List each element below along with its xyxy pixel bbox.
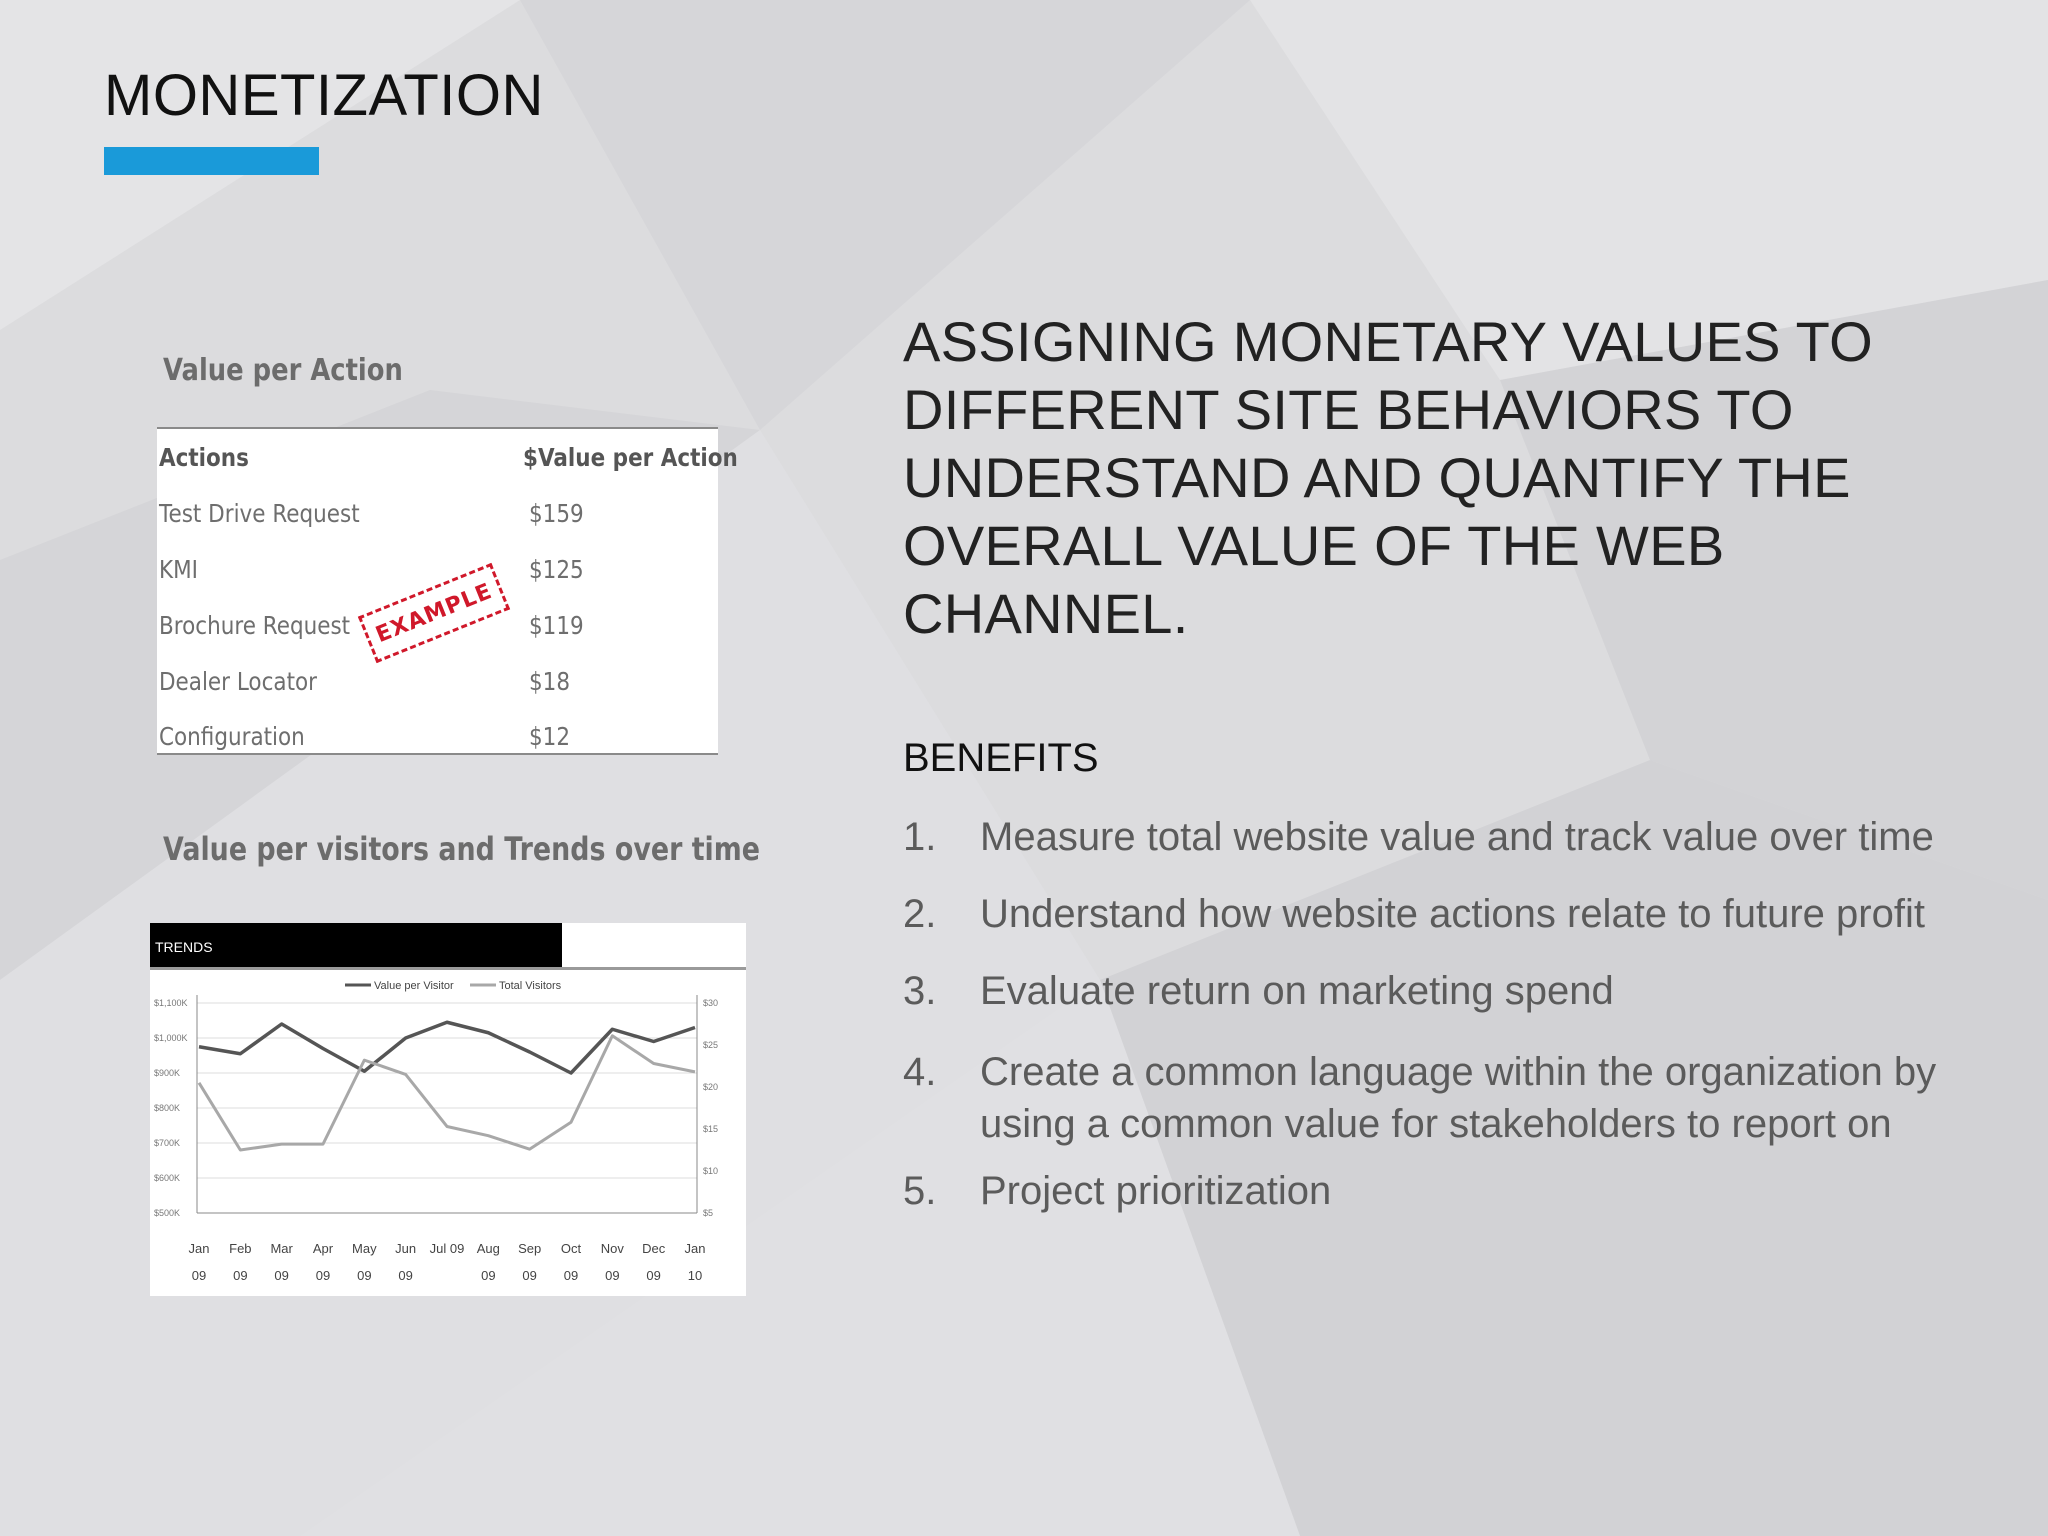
- table-row: [157, 499, 718, 539]
- x-tick-label: Jul 09: [429, 1241, 465, 1256]
- x-tick-label: 09: [191, 1268, 207, 1283]
- x-tick-label: Dec: [642, 1241, 666, 1256]
- benefit-text: Create a common language within the organization by using a common value for stakeholders to report on: [980, 1050, 1937, 1146]
- value-per-action-label: Value per Action: [163, 353, 403, 388]
- y-right-tick-label: $30: [703, 998, 719, 1008]
- x-tick-label: Feb: [229, 1241, 252, 1256]
- benefit-number: 3.: [903, 969, 937, 1013]
- x-tick-label: 09: [357, 1268, 372, 1283]
- y-right-tick-label: $20: [703, 1082, 719, 1092]
- trends-chart: [150, 923, 746, 1296]
- x-tick-label: Mar: [270, 1241, 293, 1256]
- x-tick-label: Aug: [476, 1241, 500, 1256]
- x-tick-label: Jun: [395, 1241, 417, 1256]
- series-line-total-visitors: [199, 1036, 695, 1150]
- x-tick-label: 09: [522, 1268, 537, 1283]
- x-tick-label: Apr: [312, 1241, 334, 1256]
- benefit-number: 2.: [903, 892, 937, 936]
- x-tick-label: Oct: [560, 1241, 582, 1256]
- y-right-tick-label: $5: [703, 1208, 714, 1218]
- y-right-tick-label: $25: [703, 1040, 719, 1050]
- table-cell-action: Configuration: [159, 722, 305, 751]
- benefit-number: 4.: [903, 1050, 937, 1094]
- table-header-row: [157, 443, 738, 483]
- benefit-text: Understand how website actions relate to future profit: [980, 892, 1925, 936]
- table-cell-value: $125: [529, 555, 584, 584]
- table-cell-action: KMI: [159, 555, 198, 584]
- benefit-number: 5.: [903, 1169, 937, 1213]
- y-right-tick-label: $10: [703, 1166, 719, 1176]
- x-tick-label: 09: [274, 1268, 289, 1283]
- benefit-number: 1.: [903, 815, 937, 859]
- table-cell-value: $119: [529, 611, 584, 640]
- y-left-tick-label: $900K: [154, 1068, 181, 1078]
- y-left-tick-label: $1,000K: [154, 1033, 188, 1043]
- y-left-tick-label: $600K: [154, 1173, 181, 1183]
- table-cell-action: Brochure Request: [159, 611, 351, 640]
- x-tick-label: Nov: [600, 1241, 624, 1256]
- slide-title: MONETIZATION: [104, 63, 544, 128]
- x-tick-label: Jan: [684, 1241, 706, 1256]
- table-cell-value: $12: [529, 722, 571, 751]
- y-right-tick-label: $15: [703, 1124, 719, 1134]
- x-tick-label: 09: [563, 1268, 579, 1283]
- legend-label: Value per Visitor: [374, 980, 454, 992]
- benefit-text: Evaluate return on marketing spend: [980, 969, 1614, 1013]
- y-left-tick-label: $800K: [154, 1103, 181, 1113]
- x-tick-label: 09: [605, 1268, 620, 1283]
- table-row: [157, 667, 718, 707]
- x-tick-label: 10: [687, 1268, 703, 1283]
- legend-label: Total Visitors: [499, 980, 562, 992]
- y-left-tick-label: $1,100K: [154, 998, 188, 1008]
- trends-header-underline: [150, 967, 746, 970]
- trends-label: Value per visitors and Trends over time: [163, 830, 760, 868]
- table-header-value: $Value per Action: [523, 443, 738, 472]
- x-tick-label: 09: [398, 1268, 413, 1283]
- table-cell-action: Test Drive Request: [159, 499, 360, 528]
- y-left-tick-label: $500K: [154, 1208, 181, 1218]
- x-tick-label: 09: [315, 1268, 331, 1283]
- x-tick-label: Sep: [518, 1241, 542, 1256]
- benefit-text: Project prioritization: [980, 1169, 1332, 1213]
- title-accent-bar: [104, 147, 319, 175]
- trends-chart-svg: [150, 923, 746, 1296]
- x-tick-label: 09: [646, 1268, 661, 1283]
- x-tick-label: May: [352, 1241, 377, 1256]
- table-cell-value: $18: [529, 667, 571, 696]
- table-cell-value: $159: [529, 499, 584, 528]
- example-stamp: EXAMPLE: [358, 563, 510, 663]
- x-tick-label: 09: [481, 1268, 496, 1283]
- series-line-value-per-visitor: [199, 1022, 695, 1073]
- y-left-tick-label: $700K: [154, 1138, 181, 1148]
- benefit-text: Measure total website value and track value over time: [980, 815, 1934, 859]
- benefits-heading: BENEFITS: [903, 736, 1099, 780]
- headline: ASSIGNING MONETARY VALUES TO DIFFERENT SITE BEHAVIORS TO UNDERSTAND AND QUANTIFY THE OVERALL VALUE OF THE WEB CHANNEL.: [903, 310, 1873, 645]
- trends-header-text: TRENDS: [155, 939, 213, 955]
- x-tick-label: 09: [233, 1268, 248, 1283]
- table-header-actions: Actions: [159, 443, 249, 472]
- table-cell-action: Dealer Locator: [159, 667, 318, 696]
- table-row: [157, 722, 718, 762]
- x-tick-label: Jan: [188, 1241, 210, 1256]
